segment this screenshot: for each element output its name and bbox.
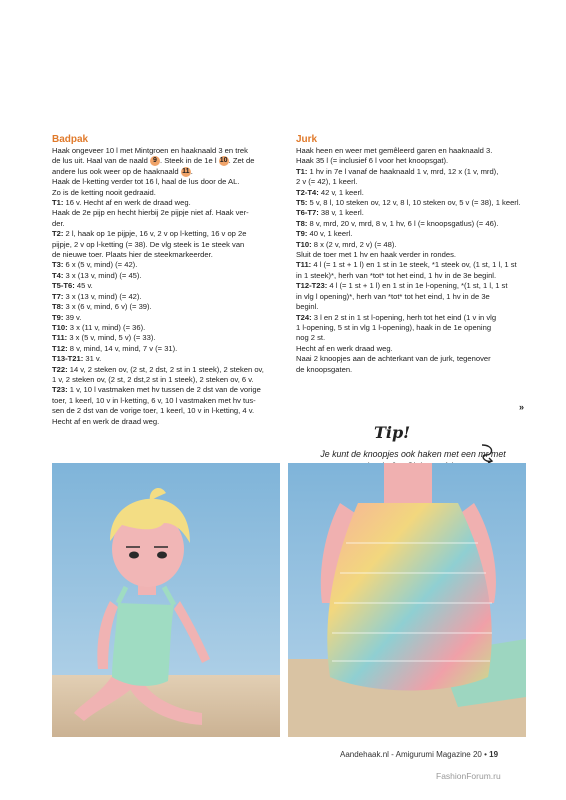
text-line: in 1 steek)*, herh van *tot* tot het eind, 1 hv in de 3e beginl. bbox=[296, 270, 497, 280]
badpak-section bbox=[52, 134, 280, 427]
step-badge-9: 9 bbox=[150, 156, 160, 166]
text-line: nog 2 st. bbox=[296, 333, 326, 343]
round-t1: T1: 16 v. Hecht af en werk de draad weg. bbox=[52, 198, 191, 208]
round-t12: T12-T23: 4 l (= 1 st + 1 l) en 1 st in 1e l-opening, *(1 st, 1 l, 1 st bbox=[296, 281, 508, 291]
text-line: Hecht af en werk draad weg. bbox=[296, 343, 393, 353]
dress-closeup-image bbox=[288, 463, 526, 737]
page-number: 19 bbox=[489, 750, 499, 759]
text-line: Haak 35 l (= inclusief 6 l voor het knoopsgat). bbox=[296, 156, 449, 166]
text-line: beginl. bbox=[296, 302, 319, 312]
jurk-section bbox=[296, 134, 526, 375]
jurk-heading: Jurk bbox=[296, 134, 318, 145]
round-t4: T4: 3 x (13 v, mind) (= 45). bbox=[52, 270, 142, 280]
round-t11: T11: 4 l (= 1 st + 1 l) en 1 st in 1e steek, *1 steek ov, (1 st, 1 l, 1 st bbox=[296, 260, 517, 270]
round-t5: T5: 5 v, 8 l, 10 steken ov, 12 v, 8 l, 10 steken ov, 5 v (= 38), 1 keerl. bbox=[296, 198, 521, 208]
text-line: de lus uit. Haal van de naald 9 . Steek in de 1e l 10. Zet de bbox=[52, 156, 255, 166]
round-t10: T10: 8 x (2 v, mrd, 2 v) (= 48). bbox=[296, 239, 397, 249]
footer-site: Aandehaak.nl bbox=[340, 750, 389, 759]
text-line: Haak ongeveer 10 l met Mintgroen en haaknaald 3 en trek bbox=[52, 146, 248, 155]
round-t2: T2: 2 l, haak op 1e pijpje, 16 v, 2 v op l-ketting, 16 v op 2e bbox=[52, 229, 247, 239]
continue-arrow-icon: » bbox=[519, 402, 525, 412]
watermark: FashionForum.ru bbox=[436, 771, 501, 781]
tip-text: Je kunt de knoopjes ook haken met een mr met bbox=[320, 449, 506, 459]
doll-swimsuit-image bbox=[52, 463, 280, 737]
text-line: 1 l-opening, 5 st in vlg 1 l-opening), haak in de 1e opening bbox=[296, 322, 492, 332]
text-line: de nieuwe toer. Plaats hier de steekmarkeerder. bbox=[52, 250, 213, 260]
badpak-heading: Badpak bbox=[52, 134, 89, 145]
dress-closeup-photo bbox=[288, 463, 526, 737]
page-footer: Aandehaak.nl - Amigurumi Magazine 20 • 19 bbox=[340, 750, 499, 759]
round-t13: T13-T21: 31 v. bbox=[52, 354, 102, 364]
text-line: der. bbox=[52, 218, 65, 228]
round-t9: T9: 39 v. bbox=[52, 312, 82, 322]
round-t7: T7: 3 x (13 v, mind) (= 42). bbox=[52, 291, 142, 301]
step-badge-10: 10 bbox=[219, 157, 228, 165]
round-t6: T6-T7: 38 v, 1 keerl. bbox=[296, 208, 364, 218]
text-line: Hecht af en werk de draad weg. bbox=[52, 416, 160, 426]
round-t5: T5-T6: 45 v. bbox=[52, 281, 93, 291]
text-line: Naai 2 knoopjes aan de achterkant van de jurk, tegenover bbox=[296, 354, 491, 364]
round-t1: T1: 1 hv in 7e l vanaf de haaknaald 1 v, mrd, 12 x (1 v, mrd), bbox=[296, 166, 499, 176]
text-line: Sluit de toer met 1 hv en haak verder in rondes. bbox=[296, 250, 456, 260]
text-line: Haak heen en weer met gemêleerd garen en haaknaald 3. bbox=[296, 146, 493, 155]
round-t12: T12: 8 v, mind, 14 v, mind, 7 v (= 31). bbox=[52, 343, 178, 353]
round-t8: T8: 8 v, mrd, 20 v, mrd, 8 v, 1 hv, 6 l (= knoopsgatlus) (= 46). bbox=[296, 218, 499, 228]
round-t8: T8: 3 x (6 v, mind, 6 v) (= 39). bbox=[52, 302, 152, 312]
footer-magazine: Amigurumi Magazine 20 bbox=[395, 750, 482, 759]
step-badge-11: 11 bbox=[182, 167, 190, 175]
text-line: Haak de 2e pijp en hecht hierbij 2e pijpje niet af. Haak ver- bbox=[52, 208, 249, 218]
text-line: pijpje, 2 v op l-ketting (= 38). De vlg steek is 1e steek van bbox=[52, 239, 245, 249]
round-t11: T11: 3 x (5 v, mind, 5 v) (= 33). bbox=[52, 333, 156, 343]
text-line: de knoopsgaten. bbox=[296, 364, 353, 374]
tip-title: Tip! bbox=[374, 423, 411, 442]
text-line: sen de 2 dst van de vorige toer, 1 keerl, 10 v in l-ketting, 4 v. bbox=[52, 406, 255, 416]
doll-swimsuit-photo bbox=[52, 463, 280, 737]
text-line: toer, 1 keerl, 10 v in l-ketting, 6 v, 10 l vastmaken met hv tus- bbox=[52, 395, 256, 405]
text-line: Zo is de ketting nooit gedraaid. bbox=[52, 187, 156, 197]
text-line: Haak de l-ketting verder tot 16 l, haal de lus door de AL. bbox=[52, 177, 240, 187]
round-t3: T3: 6 x (5 v, mind) (= 42). bbox=[52, 260, 138, 270]
text-line: in vlg l opening)*, herh van *tot* tot het eind, 1 hv in de 3e bbox=[296, 291, 490, 301]
round-t10: T10: 3 x (11 v, mind) (= 36). bbox=[52, 322, 146, 332]
text-line: 2 v (= 42), 1 keerl. bbox=[296, 177, 358, 187]
text-line: 1 v, 2 steken ov, (2 st, 2 dst,2 st in 1 steek), 2 steken ov, 6 v. bbox=[52, 374, 254, 384]
round-t22: T22: 14 v, 2 steken ov, (2 st, 2 dst, 2 st in 1 steek), 2 steken ov, bbox=[52, 364, 264, 374]
round-t23: T23: 1 v, 10 l vastmaken met hv tussen de 2 dst van de vorige bbox=[52, 385, 261, 395]
round-t24: T24: 3 l en 2 st in 1 st l-opening, herh tot het eind (1 v in vlg bbox=[296, 312, 497, 322]
text-line: andere lus ook weer op de haaknaald 11. bbox=[52, 166, 193, 176]
round-t9: T9: 40 v, 1 keerl. bbox=[296, 229, 353, 239]
round-t2: T2-T4: 42 v, 1 keerl. bbox=[296, 187, 364, 197]
